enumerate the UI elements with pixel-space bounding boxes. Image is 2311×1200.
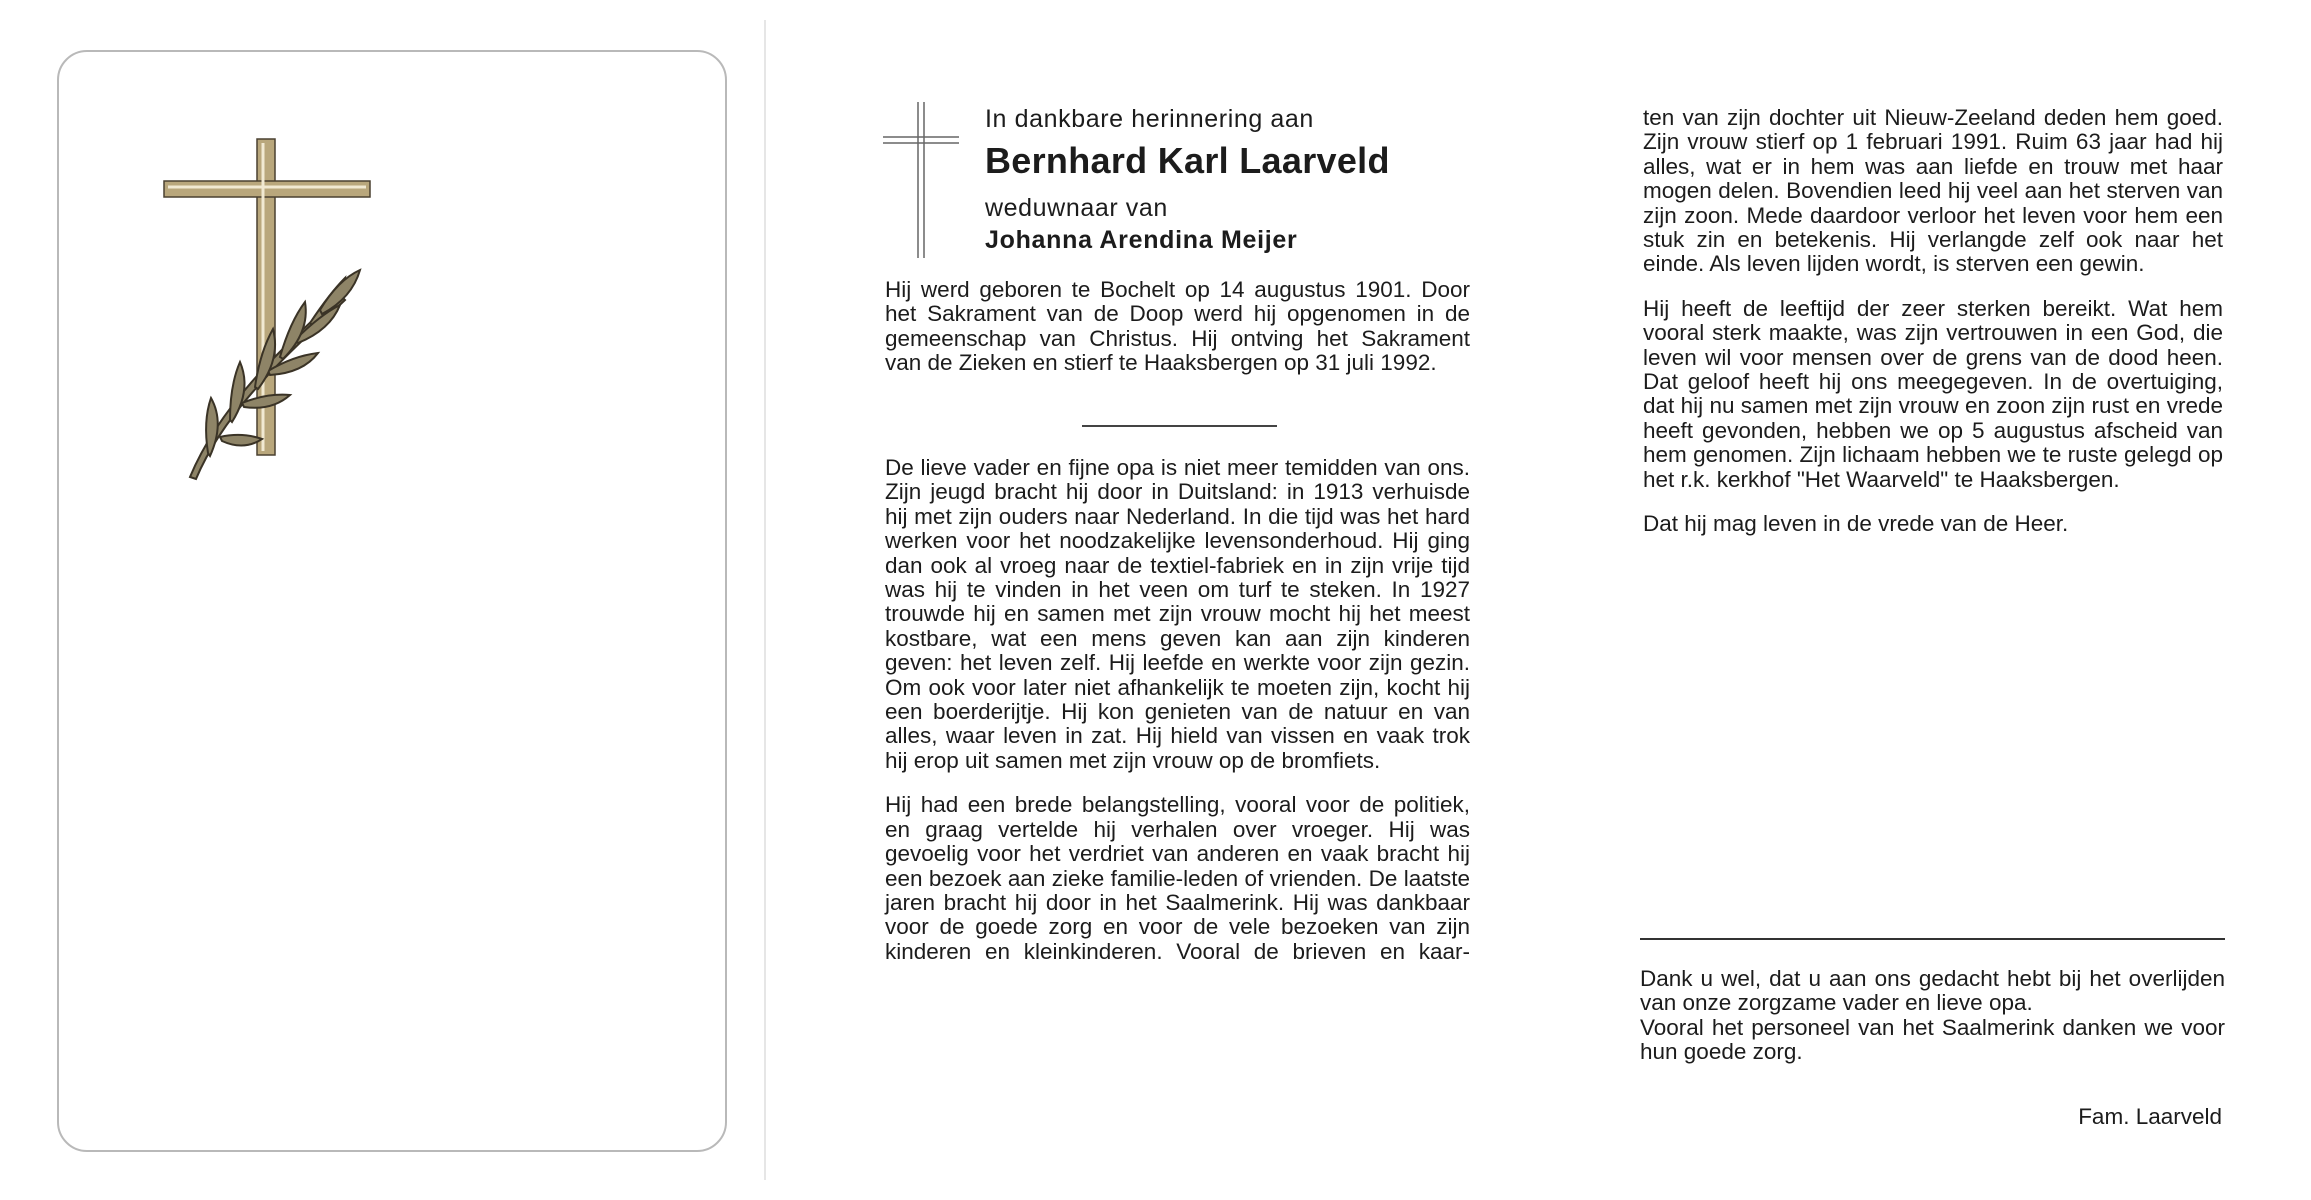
- spouse-name: Johanna Arendina Meijer: [985, 226, 1298, 254]
- section-divider: [1082, 425, 1277, 427]
- deceased-name: Bernhard Karl Laarveld: [985, 140, 1390, 181]
- interests-paragraph: Hij had een brede belangstelling, vooral voor de politiek, en graag vertelde hij verhalen over vroeger. Hij was gevoelig voor het verdriet van anderen en vaak bracht hij een bezoek aan zieke familie-leden of vrienden. De laatste jaren bracht hij door in het Saalmerink. Hij was dankbaar voor de goede zorg en voor de vele bezoeken van zijn kinderen en kleinkinderen. Vooral de brieven en kaar-: [885, 792, 1470, 964]
- birth-paragraph: Hij werd geboren te Bochelt op 14 augustus 1901. Door het Sakrament van de Doop werd hij opgenomen in de gemeenschap van Christus. Hij ontving het Sakrament van de Zieken en stierf te Haaksbergen op 31 juli 1992.: [885, 277, 1470, 376]
- cross-with-palm-icon: [160, 135, 380, 485]
- continuation-section: [1643, 106, 2223, 557]
- card-front: [0, 0, 770, 1200]
- life-paragraph: De lieve vader en fijne opa is niet meer temidden van ons. Zijn jeugd bracht hij door in Duitsland: in 1913 verhuisde hij met zijn ouders naar Nederland. In die tijd was het hard werken voor het noodzakelijke levensonderhoud. Hij ging dan ook al vroeg naar de textiel-fabriek en in zijn vrije tijd was hij te vinden in het veen om turf te steken. In 1927 trouwde hij en samen met zijn vrouw mocht hij het meest kostbare, wat een mens geven kan aan zijn kinderen geven: het leven zelf. Hij leefde en werkte voor zijn gezin. Om ook voor later niet afhankelijk te moeten zijn, kocht hij een boerderijtje. Hij kon genieten van de natuur en van alles, waar leven in zat. Hij hield van vissen en vaak trok hij erop uit samen met zijn vrouw op de bromfiets.: [885, 455, 1470, 773]
- thanks-paragraph: Dank u wel, dat u aan ons gedacht hebt bij het overlijden van onze zorgzame vader en lieve opa.: [1640, 966, 2225, 1016]
- panel-divider: [764, 20, 766, 1180]
- thanks-section: [1640, 967, 2225, 1065]
- life-section: [885, 456, 1470, 984]
- card-front-border: [57, 50, 727, 1152]
- staff-thanks: Vooral het personeel van het Saalmerink danken we voor hun goede zorg.: [1640, 1014, 2225, 1065]
- thanks-rule: [1640, 938, 2225, 940]
- faith-paragraph: Hij heeft de leeftijd der zeer sterken bereikt. Wat hem vooral sterk maakte, was zijn vertrouwen in een God, die leven wil voor mensen over de grens van de dood heen. Dat geloof heeft hij ons meegegeven. In de overtuiging, dat hij nu samen met zijn vrouw en zoon zijn rust en vrede heeft gevonden, hebben we op 5 augustus afscheid van hem genomen. Zijn lichaam hebben we te ruste gelegd op het r.k. kerkhof "Het Waarveld" te Haaksbergen.: [1643, 295, 2223, 492]
- birth-section: [885, 278, 1470, 396]
- blessing-text: Dat hij mag leven in de vrede van de Heer.: [1643, 511, 2069, 537]
- cross-icon: [880, 100, 960, 260]
- continuation-paragraph: ten van zijn dochter uit Nieuw-Zeeland deden hem goed. Zijn vrouw stierf op 1 februari 1991. Ruim 63 jaar had hij alles, wat er in hem was aan liefde en trouw met haar mogen delen. Bovendien leed hij veel aan het sterven van zijn zoon. Mede daardoor verloor het leven voor hem een stuk zin en betekenis. Hij verlangde zelf ook naar het einde. Als leven lijden wordt, is sterven een gewin.: [1643, 105, 2223, 277]
- widower-label: weduwnaar van: [985, 194, 1168, 222]
- intro-text: In dankbare herinnering aan: [985, 105, 1314, 133]
- family-signature: Fam. Laarveld: [2078, 1104, 2222, 1129]
